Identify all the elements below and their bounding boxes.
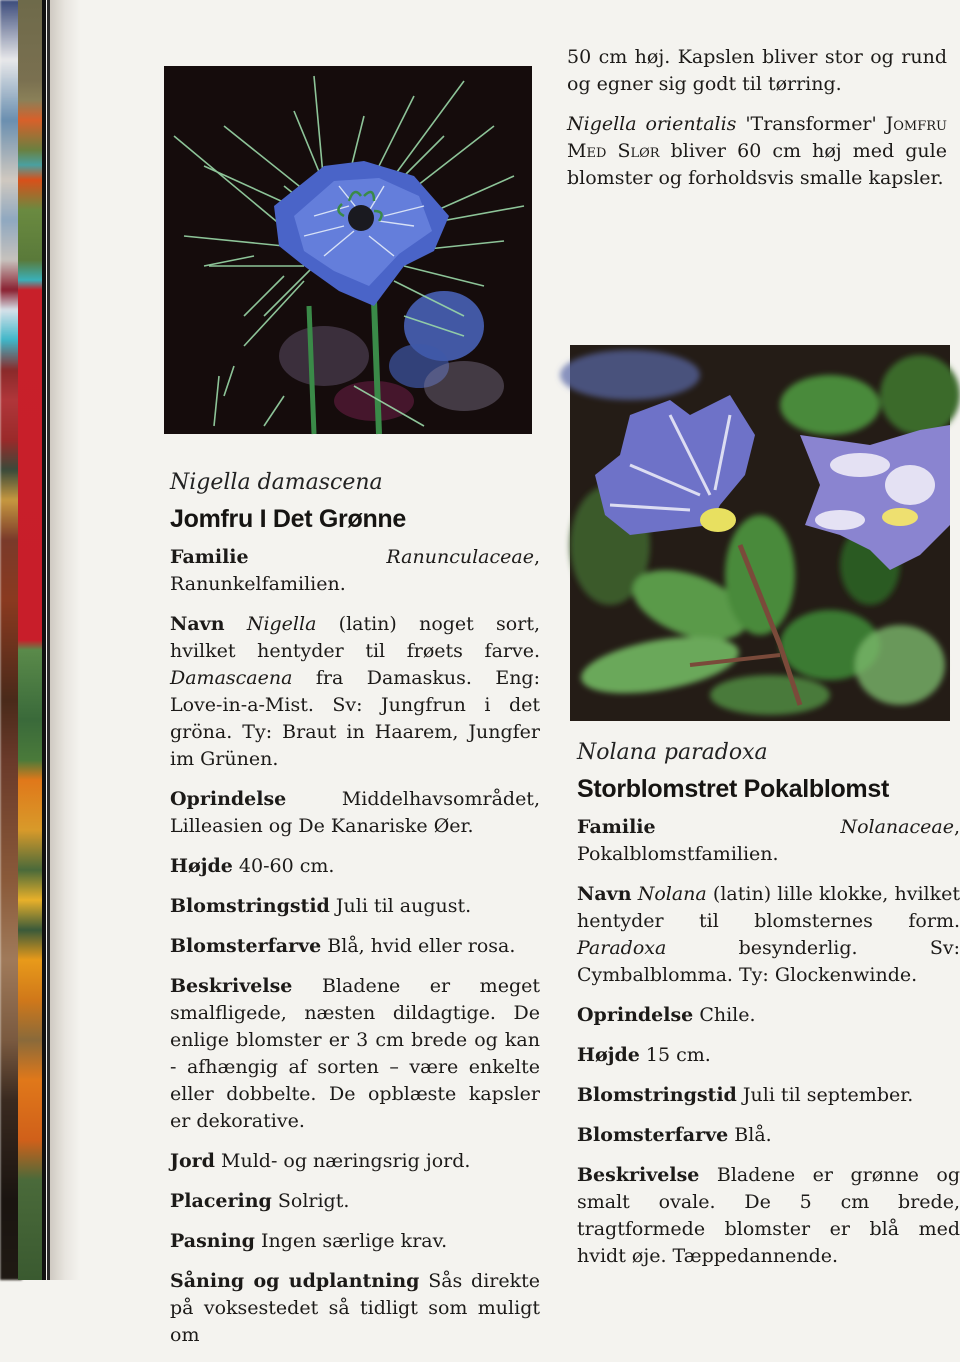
common-name-heading: Jomfru I Det Grønne bbox=[170, 505, 406, 533]
navn-text: (latin) noget sort, hvilket hentyder til frøets farve. bbox=[170, 613, 541, 662]
saaning-entry bbox=[170, 1268, 540, 1349]
nolana-entry bbox=[577, 738, 960, 1283]
latin-name-heading: Nigella damascena bbox=[170, 470, 383, 495]
latin-name-heading: Nolana paradoxa bbox=[577, 740, 768, 765]
navn-latin: Nigella bbox=[246, 613, 317, 635]
nigella-continued-text bbox=[567, 44, 947, 205]
common-name-heading: Storblomstret Pokalblomst bbox=[577, 775, 889, 803]
beskrivelse-label: Beskrivelse bbox=[170, 975, 293, 997]
oprindelse-text: Middelhavsområdet, Lilleasien og De Kanariske Øer. bbox=[170, 788, 540, 837]
navn-text-2: fra Damaskus. Eng: Love-in-a-Mist. Sv: Jungfrun i det gröna. Ty: Braut in Haarem, Jungfer im Grünen. bbox=[170, 667, 540, 770]
jord-text: Muld- og næringsrig jord. bbox=[221, 1150, 471, 1172]
familie-latin: Ranunculaceae bbox=[386, 546, 534, 568]
navn-entry bbox=[577, 881, 960, 989]
nigella-photo bbox=[164, 66, 532, 434]
beskrivelse-label: Beskrivelse bbox=[577, 1164, 700, 1186]
beskrivelse-entry bbox=[577, 1162, 960, 1270]
beskrivelse-entry bbox=[170, 973, 540, 1135]
oprindelse-label: Oprindelse bbox=[577, 1004, 694, 1026]
familie-text: , Ranunkelfamilien. bbox=[170, 546, 540, 595]
navn-text-2: besynderlig. Sv: Cymbalblomma. Ty: Glockenwinde. bbox=[577, 937, 960, 986]
blomstringstid-label: Blomstringstid bbox=[577, 1084, 737, 1106]
navn-text: (latin) lille klokke, hvilket hentyder til blomsternes form. bbox=[577, 883, 960, 932]
paragraph-text: bliver 60 cm høj med gule blomster og forholdsvis smalle kapsler. bbox=[567, 140, 947, 189]
blomsterfarve-entry bbox=[170, 933, 540, 960]
familie-entry bbox=[577, 814, 960, 868]
blomstringstid-entry bbox=[170, 893, 540, 920]
book-cover-edge bbox=[18, 0, 44, 1280]
paragraph-orientalis bbox=[567, 111, 947, 192]
blomstringstid-text: Juli til september. bbox=[742, 1084, 914, 1106]
beskrivelse-text: Bladene er grønne og smalt ovale. De 5 cm brede, tragtformede blomster er blå med hvidt øje. Tæppedannende. bbox=[577, 1164, 960, 1267]
navn-latin: Nolana bbox=[637, 883, 707, 905]
blomstringstid-entry bbox=[577, 1082, 960, 1109]
latin-name-inline: Nigella orientalis bbox=[567, 113, 737, 135]
pasning-label: Pasning bbox=[170, 1230, 255, 1252]
hojde-text: 15 cm. bbox=[645, 1044, 711, 1066]
familie-text: , Pokalblomstfamilien. bbox=[577, 816, 960, 865]
hojde-entry bbox=[577, 1042, 960, 1069]
familie-latin: Nolanaceae bbox=[840, 816, 954, 838]
placering-label: Placering bbox=[170, 1190, 272, 1212]
nolana-photo bbox=[570, 345, 950, 721]
saaning-label: Såning og udplantning bbox=[170, 1270, 420, 1292]
familie-label: Familie bbox=[577, 816, 656, 838]
placering-entry bbox=[170, 1188, 540, 1215]
blomsterfarve-text: Blå, hvid eller rosa. bbox=[327, 935, 516, 957]
navn-entry bbox=[170, 611, 540, 773]
pasning-text: Ingen særlige krav. bbox=[260, 1230, 448, 1252]
hojde-label: Højde bbox=[577, 1044, 640, 1066]
familie-entry bbox=[170, 544, 540, 598]
oprindelse-label: Oprindelse bbox=[170, 788, 287, 810]
hojde-text: 40-60 cm. bbox=[238, 855, 335, 877]
hojde-entry bbox=[170, 853, 540, 880]
blomsterfarve-label: Blomsterfarve bbox=[170, 935, 322, 957]
oprindelse-entry bbox=[577, 1002, 960, 1029]
placering-text: Solrigt. bbox=[277, 1190, 350, 1212]
blomstringstid-text: Juli til august. bbox=[335, 895, 472, 917]
blomstringstid-label: Blomstringstid bbox=[170, 895, 330, 917]
hojde-label: Højde bbox=[170, 855, 233, 877]
cultivar-name: 'Transformer' bbox=[745, 113, 877, 135]
nolana-flower-illustration bbox=[570, 345, 950, 721]
nigella-entry bbox=[170, 468, 540, 1362]
blomsterfarve-text: Blå. bbox=[734, 1124, 772, 1146]
pasning-entry bbox=[170, 1228, 540, 1255]
familie-label: Familie bbox=[170, 546, 249, 568]
paragraph-kapsel: 50 cm høj. Kapslen bliver stor og rund og egner sig godt til tørring. bbox=[567, 46, 947, 95]
navn-latin-2: Damascaena bbox=[170, 667, 293, 689]
navn-label: Navn bbox=[170, 613, 225, 635]
oprindelse-entry bbox=[170, 786, 540, 840]
common-name-inline: Jomfru Med Slør bbox=[567, 113, 947, 162]
saaning-text: Sås direkte på voksestedet så tidligt som muligt om bbox=[170, 1270, 540, 1346]
navn-latin-2: Paradoxa bbox=[577, 937, 667, 959]
beskrivelse-text: Bladene er meget smalfligede, næsten dildagtige. De enlige blomster er 3 cm brede og kan - afhængig af sorten – være enkelte eller dobbelte. De opblæste kapsler er dekorative. bbox=[170, 975, 540, 1132]
page-gutter-shadow bbox=[50, 0, 80, 1280]
nigella-flower-illustration bbox=[164, 66, 532, 434]
jord-entry bbox=[170, 1148, 540, 1175]
navn-label: Navn bbox=[577, 883, 632, 905]
blomsterfarve-entry bbox=[577, 1122, 960, 1149]
oprindelse-text: Chile. bbox=[699, 1004, 756, 1026]
page-edge-line bbox=[42, 0, 46, 1280]
jord-label: Jord bbox=[170, 1150, 215, 1172]
blomsterfarve-label: Blomsterfarve bbox=[577, 1124, 729, 1146]
